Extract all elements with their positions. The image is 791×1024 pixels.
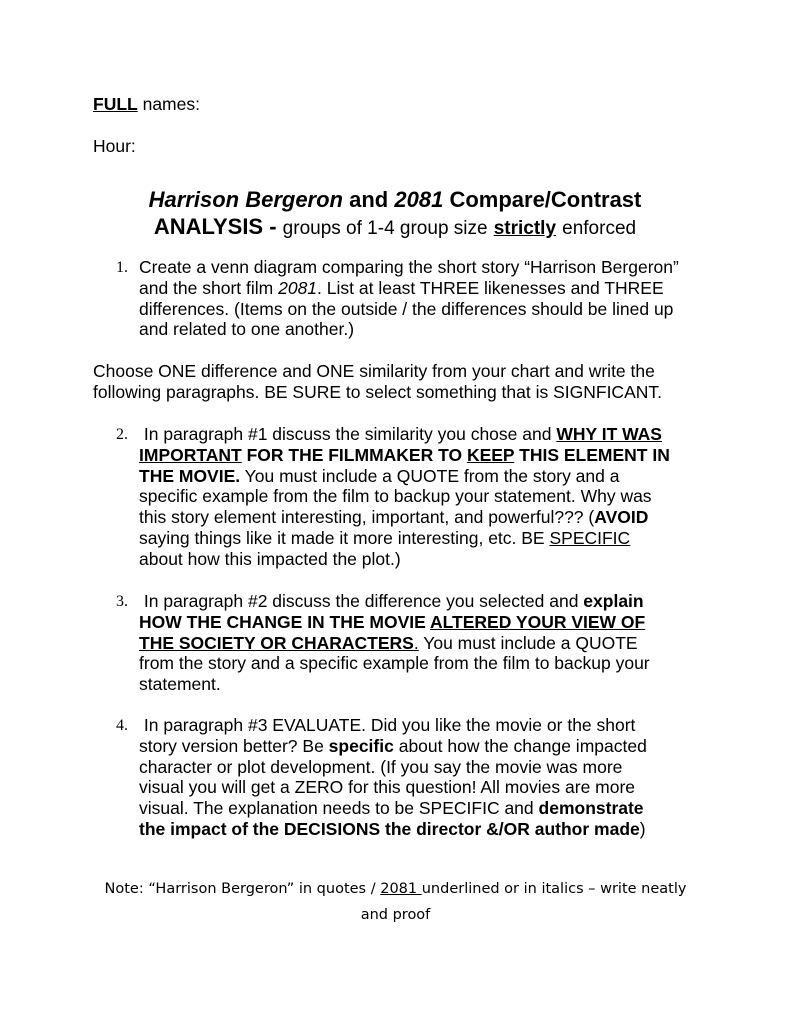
item-2-line-7: about how this impacted the plot.) bbox=[139, 548, 401, 569]
hour-label: Hour: bbox=[93, 136, 136, 156]
title-compare: Compare/Contrast bbox=[449, 187, 642, 212]
full-label: FULL bbox=[93, 94, 138, 114]
item-4-number: 4. bbox=[116, 717, 128, 734]
choose-line-1: Choose ONE difference and ONE similarity from your chart and write the bbox=[93, 361, 655, 381]
note-part-2: underlined or in italics – write neatly bbox=[421, 881, 687, 897]
item-2-line-1: In paragraph #1 discuss the similarity you chose and WHY IT WAS bbox=[143, 424, 662, 444]
note-part-1: Note: “Harrison Bergeron” in quotes / bbox=[104, 881, 381, 897]
note-film: 2081 bbox=[380, 881, 422, 897]
item-4-line-4: visual you will get a ZERO for this question! All movies are more bbox=[139, 777, 636, 798]
choose-instructions bbox=[93, 361, 662, 403]
item-3-line-1: In paragraph #2 discuss the difference you selected and explain bbox=[143, 591, 644, 611]
item-1-line-3: differences. (Items on the outside / the differences should be lined up bbox=[139, 298, 674, 319]
item-3-line-5: statement. bbox=[139, 674, 221, 695]
item-4-line-5: visual. The explanation needs to be SPECIFIC and demonstrate bbox=[139, 798, 644, 819]
item-4-line-2: story version better? Be specific about how the change impacted bbox=[139, 735, 647, 756]
item-1-number: 1. bbox=[116, 259, 128, 276]
title-and: and bbox=[349, 187, 389, 212]
title-analysis: ANALYSIS - bbox=[153, 214, 277, 239]
item-1-text bbox=[139, 257, 679, 340]
item-3-line-4: from the story and a specific example from the film to backup your bbox=[139, 653, 650, 674]
item-3-line-2: HOW THE CHANGE IN THE MOVIE ALTERED YOUR VIEW OF bbox=[139, 611, 646, 632]
hour-field bbox=[93, 136, 136, 157]
title-film: 2081 bbox=[394, 187, 444, 212]
item-2-line-6: saying things like it made it more interesting, etc. BE SPECIFIC bbox=[139, 527, 631, 548]
title-story: Harrison Bergeron bbox=[148, 187, 343, 212]
note-part-3: and proof bbox=[360, 907, 431, 923]
item-4-line-6: the impact of the DECISIONS the director &/OR author made) bbox=[139, 818, 646, 839]
item-3-text bbox=[139, 591, 650, 695]
item-1-line-2: and the short film 2081. List at least THREE likenesses and THREE bbox=[139, 277, 664, 298]
item-2-line-2: IMPORTANT FOR THE FILMMAKER TO KEEP THIS ELEMENT IN bbox=[139, 444, 670, 465]
subtitle-strictly: strictly bbox=[493, 218, 557, 239]
item-2-line-3: THE MOVIE. You must include a QUOTE from the story and a bbox=[139, 465, 620, 486]
names-label: names: bbox=[142, 94, 200, 114]
item-1-line-1: Create a venn diagram comparing the short story “Harrison Bergeron” bbox=[139, 257, 679, 277]
item-2-line-4: specific example from the film to backup your statement. Why was bbox=[139, 486, 652, 507]
page-title bbox=[70, 186, 720, 214]
item-3-number: 3. bbox=[116, 593, 128, 610]
item-4-line-1: In paragraph #3 EVALUATE. Did you like the movie or the short bbox=[143, 715, 636, 735]
choose-line-2: following paragraphs. BE SURE to select something that is SIGNFICANT. bbox=[93, 381, 662, 402]
page-subtitle bbox=[70, 213, 720, 243]
subtitle-enforced: enforced bbox=[562, 218, 637, 239]
item-4-text bbox=[139, 715, 647, 840]
subtitle-groups: groups of 1-4 group size bbox=[282, 218, 488, 239]
footer-note bbox=[60, 876, 731, 928]
item-1-line-4: and related to one another.) bbox=[139, 319, 355, 340]
item-3-line-3: THE SOCIETY OR CHARACTERS. You must include a QUOTE bbox=[139, 632, 638, 653]
full-names-field bbox=[93, 94, 200, 115]
item-2-line-5: this story element interesting, important, and powerful??? (AVOID bbox=[139, 507, 649, 528]
item-4-line-3: character or plot development. (If you say the movie was more bbox=[139, 756, 623, 777]
item-2-number: 2. bbox=[116, 426, 128, 443]
item-2-text bbox=[139, 424, 670, 570]
